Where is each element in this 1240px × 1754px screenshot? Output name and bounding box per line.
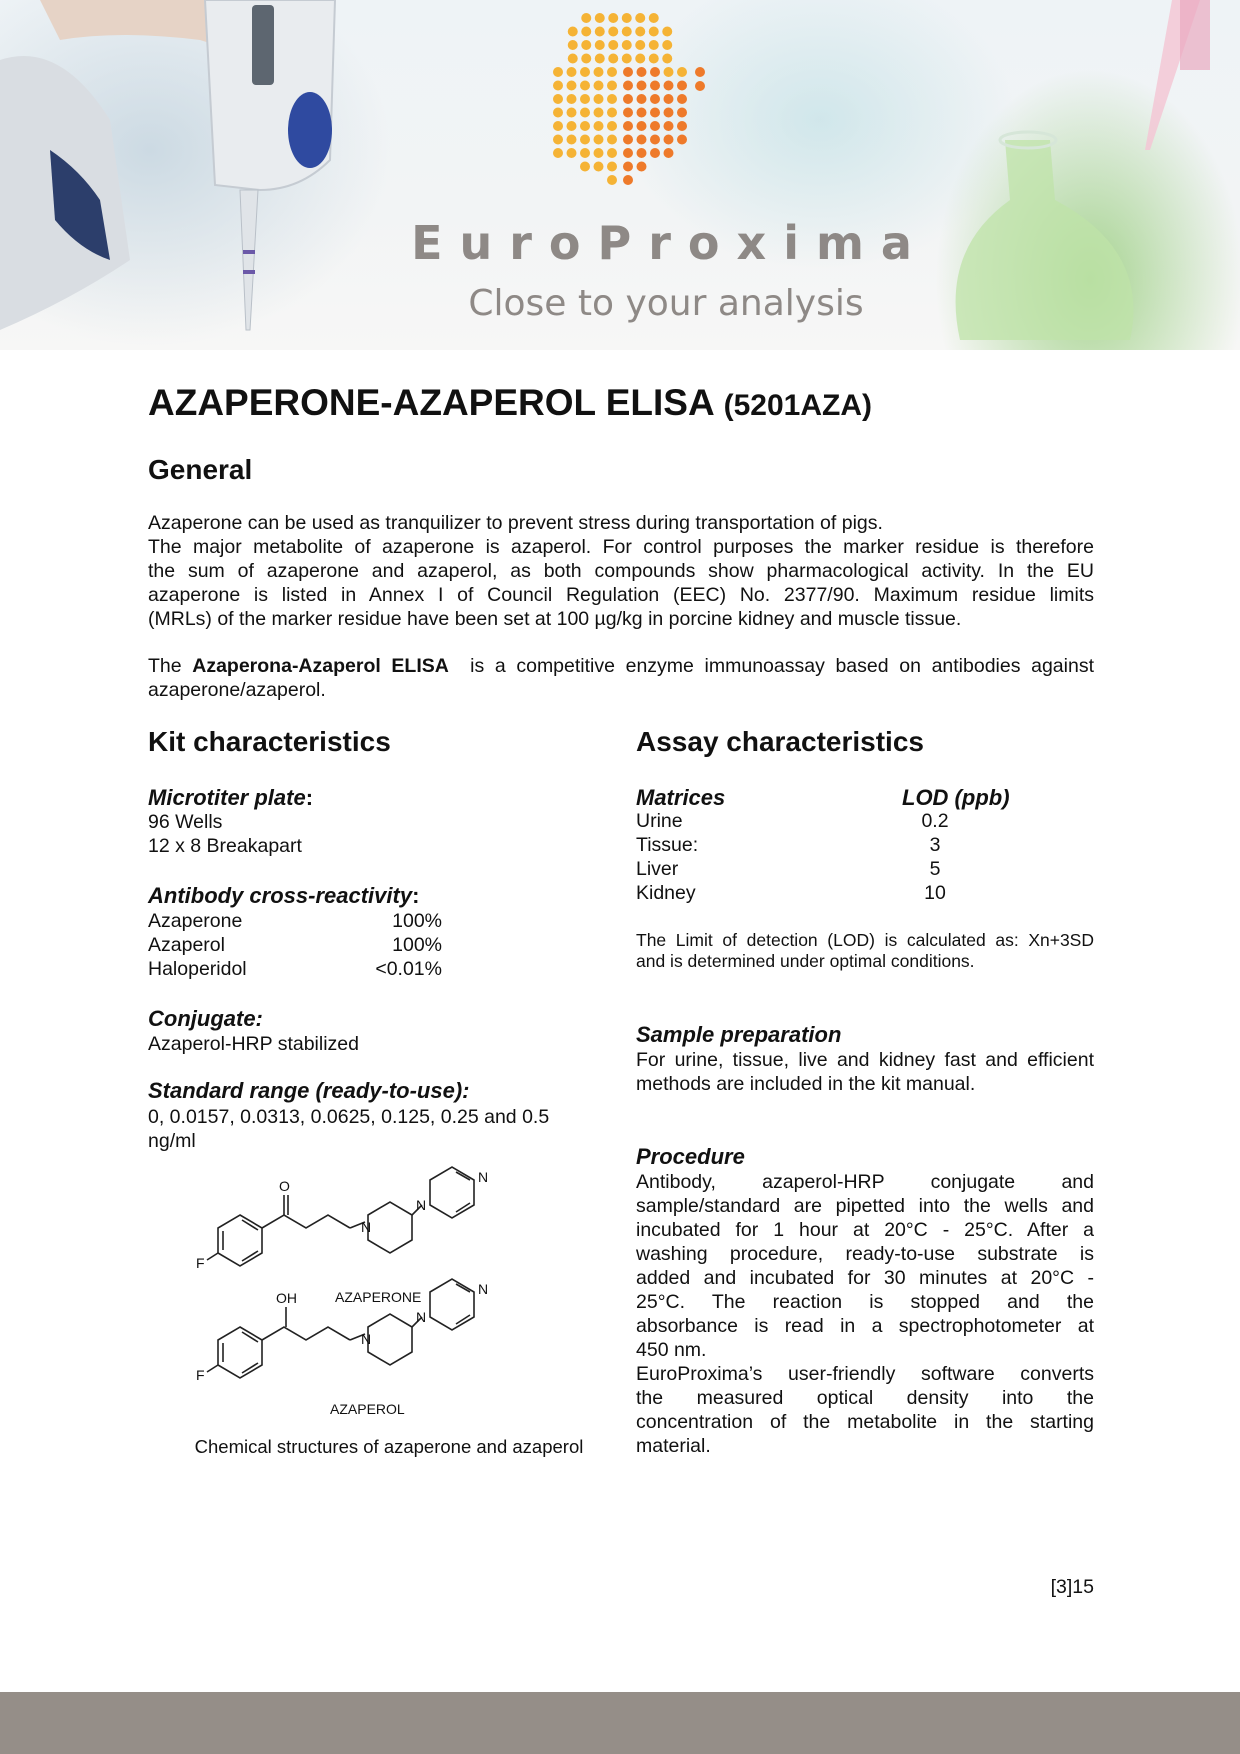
fluorine-label: F bbox=[196, 1255, 205, 1271]
logo-dot bbox=[594, 148, 604, 158]
logo-dot bbox=[695, 67, 705, 77]
logo-dot bbox=[607, 135, 617, 145]
procedure-text bbox=[636, 1170, 1094, 1458]
logo-dot bbox=[649, 54, 659, 64]
logo-dot bbox=[677, 108, 687, 118]
cross-row-value: 100% bbox=[392, 910, 442, 932]
logo-dot bbox=[568, 54, 578, 64]
azaperone-structure bbox=[207, 1167, 474, 1266]
logo-dot bbox=[594, 94, 604, 104]
nitrogen-label: N bbox=[416, 1309, 427, 1325]
logo-dot bbox=[677, 81, 687, 91]
logo-dot bbox=[664, 81, 674, 91]
logo-dot bbox=[553, 94, 563, 104]
lod-note-line: The Limit of detection (LOD) is calculated as: Xn+3SD bbox=[636, 930, 1094, 950]
logo-dot bbox=[664, 67, 674, 77]
logo-dot bbox=[637, 81, 647, 91]
logo-dot bbox=[649, 13, 659, 23]
assay-heading: Assay characteristics bbox=[636, 726, 924, 757]
cross-row-name: Azaperol bbox=[148, 934, 225, 956]
logo-dot bbox=[553, 67, 563, 77]
logo-dot bbox=[622, 13, 632, 23]
logo-dot bbox=[637, 108, 647, 118]
procedure-line: material. bbox=[636, 1435, 711, 1457]
logo-dot bbox=[650, 108, 660, 118]
logo-dot bbox=[650, 148, 660, 158]
figure-caption: Chemical structures of azaperone and azaperol bbox=[194, 1436, 584, 1457]
logo-dot bbox=[568, 40, 578, 50]
logo-dot bbox=[580, 81, 590, 91]
brand-tagline: Close to your analysis bbox=[468, 283, 864, 324]
standard-range-line: ng/ml bbox=[148, 1130, 196, 1152]
logo-dot bbox=[567, 81, 577, 91]
logo-dot bbox=[650, 67, 660, 77]
cross-row-value: 100% bbox=[392, 934, 442, 956]
logo-dot bbox=[607, 121, 617, 131]
logo-dot bbox=[608, 40, 618, 50]
title-main: AZAPERONE-AZAPEROL ELISA bbox=[148, 382, 714, 423]
sample-preparation-heading: Sample preparation bbox=[636, 1022, 842, 1047]
brand-name: EuroProxima bbox=[411, 216, 929, 270]
logo-dot bbox=[580, 135, 590, 145]
logo-dot bbox=[567, 94, 577, 104]
general-paragraph-2 bbox=[148, 654, 1094, 702]
logo-dot bbox=[594, 108, 604, 118]
procedure-line: absorbance is read in a spectrophotometer at bbox=[636, 1315, 1094, 1337]
logo-dot bbox=[637, 135, 647, 145]
assay-row-matrix: Tissue: bbox=[636, 834, 699, 856]
logo-dot bbox=[607, 175, 617, 185]
logo-dot bbox=[580, 121, 590, 131]
logo-dot bbox=[580, 67, 590, 77]
para2-rest: is a competitive enzyme immunoassay based on antibodies against bbox=[448, 655, 1094, 677]
azaperone-label: AZAPERONE bbox=[335, 1289, 422, 1305]
logo-dot bbox=[637, 121, 647, 131]
product-code: (5201AZA) bbox=[723, 389, 872, 422]
logo-dot bbox=[553, 135, 563, 145]
logo-dot bbox=[649, 40, 659, 50]
procedure-line: incubated for 1 hour at 20°C - 25°C. After a bbox=[636, 1219, 1094, 1241]
para2-prefix: The bbox=[148, 655, 193, 677]
microtiter-line: 12 x 8 Breakapart bbox=[148, 835, 302, 857]
logo-dot bbox=[623, 121, 633, 131]
microtiter-line: 96 Wells bbox=[148, 811, 223, 833]
logo-dot bbox=[637, 94, 647, 104]
logo-dot bbox=[662, 27, 672, 37]
procedure-heading: Procedure bbox=[636, 1144, 745, 1169]
procedure-line: sample/standard are pipetted into the wells and bbox=[636, 1195, 1094, 1217]
standard-range-heading: Standard range (ready-to-use): bbox=[148, 1078, 470, 1103]
general-line: azaperone/azaperol. bbox=[148, 679, 326, 701]
logo-dot bbox=[664, 94, 674, 104]
logo-dot bbox=[594, 121, 604, 131]
logo-dot bbox=[567, 67, 577, 77]
cross-row-value: <0.01% bbox=[375, 958, 442, 980]
footer-bar bbox=[0, 1692, 1240, 1754]
standard-range-line: 0, 0.0157, 0.0313, 0.0625, 0.125, 0.25 and 0.5 bbox=[148, 1106, 550, 1128]
logo-dot bbox=[580, 148, 590, 158]
chemical-structures-figure bbox=[190, 1160, 610, 1460]
logo-dot bbox=[581, 54, 591, 64]
cross-row-name: Azaperone bbox=[148, 910, 243, 932]
general-line: the sum of azaperone and azaperol, as both compounds show pharmacological activity. In the EU bbox=[148, 560, 1094, 582]
logo-dot bbox=[623, 67, 633, 77]
logo-dot bbox=[677, 94, 687, 104]
microtiter-heading-text: Microtiter plate bbox=[148, 785, 306, 810]
logo-dot bbox=[635, 40, 645, 50]
logo-dot bbox=[595, 40, 605, 50]
logo-dot bbox=[650, 94, 660, 104]
general-line: azaperone is listed in Annex I of Council Regulation (EEC) No. 2377/90. Maximum residue limits bbox=[148, 584, 1094, 606]
logo-dot bbox=[567, 108, 577, 118]
logo-dot bbox=[594, 67, 604, 77]
sample-preparation-text bbox=[636, 1048, 1094, 1096]
logo-dot bbox=[623, 148, 633, 158]
logo-dot bbox=[594, 135, 604, 145]
logo-dot bbox=[568, 27, 578, 37]
assay-row-matrix: Liver bbox=[636, 858, 679, 880]
logo-dot bbox=[553, 148, 563, 158]
logo-dot bbox=[662, 40, 672, 50]
lod-column-header: LOD (ppb) bbox=[902, 785, 1010, 810]
logo-dot bbox=[650, 121, 660, 131]
logo-dot bbox=[623, 108, 633, 118]
logo-dot bbox=[664, 121, 674, 131]
logo-dot bbox=[595, 13, 605, 23]
procedure-line: EuroProxima’s user-friendly software converts bbox=[636, 1363, 1094, 1385]
header-banner bbox=[0, 0, 1240, 350]
logo-dot bbox=[622, 40, 632, 50]
logo-dot bbox=[650, 135, 660, 145]
logo-dot bbox=[553, 121, 563, 131]
assay-row-lod: 5 bbox=[929, 858, 941, 880]
logo-dot bbox=[635, 27, 645, 37]
logo-dot bbox=[650, 81, 660, 91]
procedure-line: washing procedure, ready-to-use substrate is bbox=[636, 1243, 1094, 1265]
matrices-column-header: Matrices bbox=[636, 785, 726, 810]
sample-line: For urine, tissue, live and kidney fast and efficient bbox=[636, 1049, 1094, 1071]
assay-row-matrix: Kidney bbox=[636, 882, 696, 904]
logo-dot bbox=[581, 40, 591, 50]
logo-dot bbox=[608, 27, 618, 37]
general-paragraph-1 bbox=[148, 511, 1094, 631]
logo-dot bbox=[594, 81, 604, 91]
hydroxyl-label: OH bbox=[276, 1290, 297, 1306]
assay-row-lod: 3 bbox=[929, 834, 941, 856]
logo-dot bbox=[580, 94, 590, 104]
logo-dot bbox=[677, 121, 687, 131]
lod-note bbox=[636, 930, 1094, 972]
page-number: [3]15 bbox=[1050, 1576, 1094, 1598]
logo-dot bbox=[649, 27, 659, 37]
cross-reactivity-heading-text: Antibody cross-reactivity bbox=[148, 883, 413, 908]
logo-dot bbox=[608, 13, 618, 23]
logo-dot bbox=[622, 27, 632, 37]
logo-dot bbox=[567, 121, 577, 131]
logo-dot bbox=[595, 54, 605, 64]
general-line: (MRLs) of the marker residue have been set at 100 µg/kg in porcine kidney and muscle tissue. bbox=[148, 608, 962, 630]
procedure-line: Antibody, azaperol-HRP conjugate and bbox=[636, 1171, 1094, 1193]
general-line: Azaperone can be used as tranquilizer to prevent stress during transportation of pigs. bbox=[148, 512, 883, 534]
logo-dot bbox=[594, 162, 604, 172]
logo-dot bbox=[607, 162, 617, 172]
logo-dot bbox=[664, 108, 674, 118]
logo-dot bbox=[608, 54, 618, 64]
logo-dot bbox=[607, 81, 617, 91]
page-title bbox=[148, 382, 872, 424]
azaperol-label: AZAPEROL bbox=[330, 1401, 405, 1417]
nitrogen-label: N bbox=[478, 1281, 489, 1297]
oxygen-label: O bbox=[279, 1178, 290, 1194]
cross-reactivity-heading: Antibody cross-reactivity: bbox=[148, 883, 420, 908]
procedure-line: concentration of the metabolite in the starting bbox=[636, 1411, 1094, 1433]
product-name-bold: Azaperona-Azaperol ELISA bbox=[192, 655, 449, 677]
nitrogen-label: N bbox=[416, 1197, 427, 1213]
logo-dot bbox=[607, 148, 617, 158]
logo-dot bbox=[567, 148, 577, 158]
sample-line: methods are included in the kit manual. bbox=[636, 1073, 976, 1095]
logo-dot bbox=[622, 54, 632, 64]
logo-dot bbox=[607, 108, 617, 118]
nitrogen-label: N bbox=[361, 1219, 372, 1235]
procedure-line: 450 nm. bbox=[636, 1339, 707, 1361]
logo-dot bbox=[581, 27, 591, 37]
logo-dot bbox=[580, 162, 590, 172]
logo-dot bbox=[553, 108, 563, 118]
logo-dot bbox=[677, 67, 687, 77]
logo-dot bbox=[607, 67, 617, 77]
logo-dot bbox=[664, 135, 674, 145]
fluorine-label: F bbox=[196, 1367, 205, 1383]
logo-dot bbox=[623, 175, 633, 185]
logo-dot bbox=[623, 135, 633, 145]
logo-dot bbox=[695, 81, 705, 91]
logo-dot bbox=[607, 94, 617, 104]
logo-dot bbox=[623, 162, 633, 172]
general-line: The major metabolite of azaperone is azaperol. For control purposes the marker residue is therefore bbox=[148, 536, 1094, 558]
logo-dot bbox=[581, 13, 591, 23]
kit-heading: Kit characteristics bbox=[148, 726, 391, 757]
logo-dot bbox=[635, 13, 645, 23]
conjugate-text: Azaperol-HRP stabilized bbox=[148, 1033, 359, 1055]
logo-dot bbox=[623, 94, 633, 104]
general-line bbox=[148, 654, 1094, 678]
logo-dot bbox=[580, 108, 590, 118]
lod-note-line: and is determined under optimal conditions. bbox=[636, 951, 975, 971]
nitrogen-label: N bbox=[361, 1331, 372, 1347]
assay-row-lod: 10 bbox=[924, 882, 946, 904]
nitrogen-label: N bbox=[478, 1169, 489, 1185]
cross-row-name: Haloperidol bbox=[148, 958, 247, 980]
logo-dot bbox=[567, 135, 577, 145]
logo-dot bbox=[595, 27, 605, 37]
conjugate-heading: Conjugate: bbox=[148, 1006, 263, 1031]
logo-dot bbox=[553, 81, 563, 91]
logo-dot bbox=[664, 148, 674, 158]
microtiter-heading: Microtiter plate: bbox=[148, 785, 314, 810]
assay-row-matrix: Urine bbox=[636, 810, 683, 832]
logo-dot bbox=[623, 81, 633, 91]
logo-dot bbox=[637, 162, 647, 172]
logo-dot bbox=[662, 54, 672, 64]
logo-dot bbox=[637, 148, 647, 158]
procedure-line: 25°C. The reaction is stopped and the bbox=[636, 1291, 1094, 1313]
logo-dot bbox=[635, 54, 645, 64]
logo-dot bbox=[637, 67, 647, 77]
assay-row-lod: 0.2 bbox=[921, 810, 949, 832]
logo-dot bbox=[677, 135, 687, 145]
general-heading: General bbox=[148, 454, 253, 485]
procedure-line: the measured optical density into the bbox=[636, 1387, 1094, 1409]
procedure-line: added and incubated for 30 minutes at 20°C - bbox=[636, 1267, 1094, 1289]
